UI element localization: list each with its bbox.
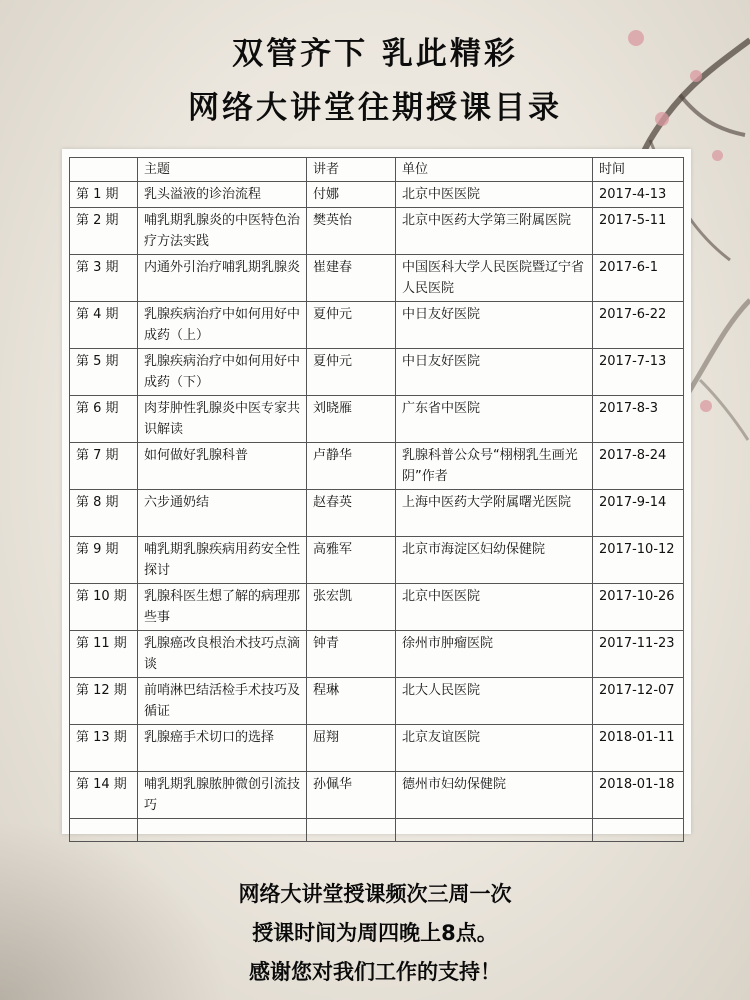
date-cell: 2017-11-23 — [593, 631, 684, 678]
topic-cell: 前哨淋巴结活检手术技巧及循证 — [138, 678, 307, 725]
speaker-cell: 钟青 — [307, 631, 396, 678]
unit-cell: 北京中医医院 — [396, 182, 593, 208]
footer-thanks-note: 感谢您对我们工作的支持！ — [249, 960, 501, 984]
topic-cell: 如何做好乳腺科普 — [138, 443, 307, 490]
table-row — [70, 208, 684, 255]
period-cell: 第 1 期 — [70, 182, 138, 208]
date-cell: 2017-4-13 — [593, 182, 684, 208]
topic-cell: 乳腺疾病治疗中如何用好中成药（下） — [138, 349, 307, 396]
unit-cell: 北京市海淀区妇幼保健院 — [396, 537, 593, 584]
speaker-cell: 赵春英 — [307, 490, 396, 537]
period-cell: 第 13 期 — [70, 725, 138, 772]
topic-cell: 六步通奶结 — [138, 490, 307, 537]
period-cell: 第 9 期 — [70, 537, 138, 584]
schedule-paper — [62, 149, 691, 834]
topic-cell: 乳腺科医生想了解的病理那些事 — [138, 584, 307, 631]
topic-cell: 哺乳期乳腺炎的中医特色治疗方法实践 — [138, 208, 307, 255]
table-row — [70, 725, 684, 772]
footer-time-note: 授课时间为周四晚上8点。 — [252, 921, 498, 945]
empty-cell — [307, 819, 396, 842]
period-cell: 第 5 期 — [70, 349, 138, 396]
course-table — [69, 157, 684, 842]
period-cell: 第 2 期 — [70, 208, 138, 255]
unit-cell: 上海中医药大学附属曙光医院 — [396, 490, 593, 537]
speaker-cell: 张宏凯 — [307, 584, 396, 631]
period-cell: 第 8 期 — [70, 490, 138, 537]
unit-cell: 中日友好医院 — [396, 302, 593, 349]
date-cell: 2018-01-18 — [593, 772, 684, 819]
empty-cell — [138, 819, 307, 842]
speaker-cell: 夏仲元 — [307, 349, 396, 396]
period-cell: 第 10 期 — [70, 584, 138, 631]
speaker-cell: 夏仲元 — [307, 302, 396, 349]
page-title: 双管齐下 乳此精彩 — [232, 36, 518, 72]
table-row-empty — [70, 819, 684, 842]
column-header-period — [70, 158, 138, 182]
table-row — [70, 631, 684, 678]
table-row — [70, 584, 684, 631]
table-row — [70, 490, 684, 537]
unit-cell: 北京中医医院 — [396, 584, 593, 631]
topic-cell: 乳腺癌手术切口的选择 — [138, 725, 307, 772]
unit-cell: 广东省中医院 — [396, 396, 593, 443]
speaker-cell: 程琳 — [307, 678, 396, 725]
date-cell: 2017-10-26 — [593, 584, 684, 631]
topic-cell: 内通外引治疗哺乳期乳腺炎 — [138, 255, 307, 302]
unit-cell: 乳腺科普公众号“栩栩乳生画光阴”作者 — [396, 443, 593, 490]
table-row — [70, 678, 684, 725]
speaker-cell: 崔建春 — [307, 255, 396, 302]
date-cell: 2017-8-24 — [593, 443, 684, 490]
speaker-cell: 卢静华 — [307, 443, 396, 490]
unit-cell: 北京中医药大学第三附属医院 — [396, 208, 593, 255]
period-cell: 第 6 期 — [70, 396, 138, 443]
page-subtitle: 网络大讲堂往期授课目录 — [188, 90, 562, 126]
topic-cell: 乳腺癌改良根治术技巧点滴谈 — [138, 631, 307, 678]
speaker-cell: 付娜 — [307, 182, 396, 208]
period-cell: 第 4 期 — [70, 302, 138, 349]
period-cell: 第 11 期 — [70, 631, 138, 678]
column-header-unit: 单位 — [396, 158, 593, 182]
date-cell: 2017-9-14 — [593, 490, 684, 537]
date-cell: 2017-12-07 — [593, 678, 684, 725]
table-row — [70, 349, 684, 396]
date-cell: 2017-10-12 — [593, 537, 684, 584]
blossom-decoration — [712, 150, 723, 161]
unit-cell: 中日友好医院 — [396, 349, 593, 396]
table-row — [70, 443, 684, 490]
unit-cell: 徐州市肿瘤医院 — [396, 631, 593, 678]
footer-frequency-note: 网络大讲堂授课频次三周一次 — [238, 882, 512, 906]
unit-cell: 北大人民医院 — [396, 678, 593, 725]
empty-cell — [593, 819, 684, 842]
topic-cell: 肉芽肿性乳腺炎中医专家共识解读 — [138, 396, 307, 443]
topic-cell: 乳腺疾病治疗中如何用好中成药（上） — [138, 302, 307, 349]
topic-cell: 乳头溢液的诊治流程 — [138, 182, 307, 208]
topic-cell: 哺乳期乳腺脓肿微创引流技巧 — [138, 772, 307, 819]
unit-cell: 中国医科大学人民医院暨辽宁省人民医院 — [396, 255, 593, 302]
date-cell: 2017-6-22 — [593, 302, 684, 349]
date-cell: 2017-6-1 — [593, 255, 684, 302]
date-cell: 2017-8-3 — [593, 396, 684, 443]
column-header-topic: 主题 — [138, 158, 307, 182]
empty-cell — [396, 819, 593, 842]
empty-cell — [70, 819, 138, 842]
speaker-cell: 刘晓雁 — [307, 396, 396, 443]
table-row — [70, 537, 684, 584]
speaker-cell: 屈翔 — [307, 725, 396, 772]
speaker-cell: 高雅军 — [307, 537, 396, 584]
table-row — [70, 182, 684, 208]
period-cell: 第 3 期 — [70, 255, 138, 302]
topic-cell: 哺乳期乳腺疾病用药安全性探讨 — [138, 537, 307, 584]
blossom-decoration — [700, 400, 712, 412]
table-row — [70, 302, 684, 349]
speaker-cell: 樊英怡 — [307, 208, 396, 255]
table-row — [70, 396, 684, 443]
period-cell: 第 7 期 — [70, 443, 138, 490]
period-cell: 第 12 期 — [70, 678, 138, 725]
date-cell: 2018-01-11 — [593, 725, 684, 772]
date-cell: 2017-5-11 — [593, 208, 684, 255]
column-header-date: 时间 — [593, 158, 684, 182]
date-cell: 2017-7-13 — [593, 349, 684, 396]
speaker-cell: 孙佩华 — [307, 772, 396, 819]
unit-cell: 北京友谊医院 — [396, 725, 593, 772]
table-row — [70, 255, 684, 302]
table-header-row — [70, 158, 684, 182]
table-row — [70, 772, 684, 819]
period-cell: 第 14 期 — [70, 772, 138, 819]
column-header-speaker: 讲者 — [307, 158, 396, 182]
unit-cell: 德州市妇幼保健院 — [396, 772, 593, 819]
